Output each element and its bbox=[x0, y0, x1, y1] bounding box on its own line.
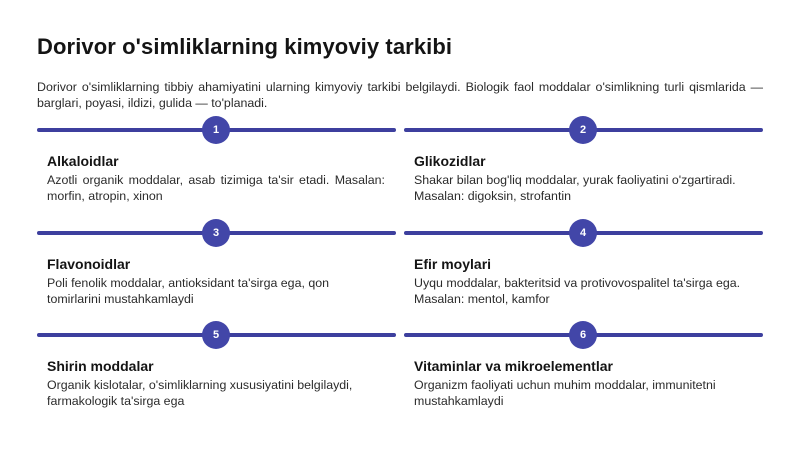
list-item bbox=[404, 116, 763, 219]
intro-paragraph: Dorivor o'simliklarning tibbiy ahamiyatini ularning kimyoviy tarkibi belgilaydi. Biologik faol moddalar o'simlikning turli qismlarida — barglari, poyasi, ildizi, gulida — to'planadi. bbox=[37, 80, 763, 110]
items-grid bbox=[37, 116, 763, 423]
item-title: Efir moylari bbox=[414, 256, 492, 272]
item-title: Alkaloidlar bbox=[47, 153, 119, 169]
list-item bbox=[37, 219, 396, 321]
item-title: Shirin moddalar bbox=[47, 358, 154, 374]
number-badge: 2 bbox=[569, 116, 597, 144]
item-description: Shakar bilan bog'liq moddalar, yurak faoliyatini o'zgartiradi. Masalan: digoksin, strofantin bbox=[414, 173, 736, 203]
number-badge: 1 bbox=[202, 116, 230, 144]
number-badge: 3 bbox=[202, 219, 230, 247]
page-title: Dorivor o'simliklarning kimyoviy tarkibi bbox=[37, 34, 453, 59]
number-badge: 5 bbox=[202, 321, 230, 349]
item-description: Azotli organik moddalar, asab tizimiga ta'sir etadi. Masalan: morfin, atropin, xinon bbox=[47, 173, 385, 203]
list-item bbox=[404, 321, 763, 423]
list-item bbox=[404, 219, 763, 321]
number-badge: 4 bbox=[569, 219, 597, 247]
item-description: Poli fenolik moddalar, antioksidant ta'sirga ega, qon tomirlarini mustahkamlaydi bbox=[47, 276, 330, 306]
list-item bbox=[37, 116, 396, 219]
item-description: Uyqu moddalar, bakteritsid va protivovospalitel ta'sirga ega. Masalan: mentol, kamfor bbox=[414, 276, 741, 306]
item-description: Organik kislotalar, o'simliklarning xususiyatini belgilaydi, farmakologik ta'sirga ega bbox=[47, 378, 353, 408]
item-title: Vitaminlar va mikroelementlar bbox=[414, 358, 613, 374]
item-title: Flavonoidlar bbox=[47, 256, 131, 272]
number-badge: 6 bbox=[569, 321, 597, 349]
item-description: Organizm faoliyati uchun muhim moddalar, immunitetni mustahkamlaydi bbox=[414, 378, 716, 408]
list-item bbox=[37, 321, 396, 423]
item-title: Glikozidlar bbox=[414, 153, 486, 169]
